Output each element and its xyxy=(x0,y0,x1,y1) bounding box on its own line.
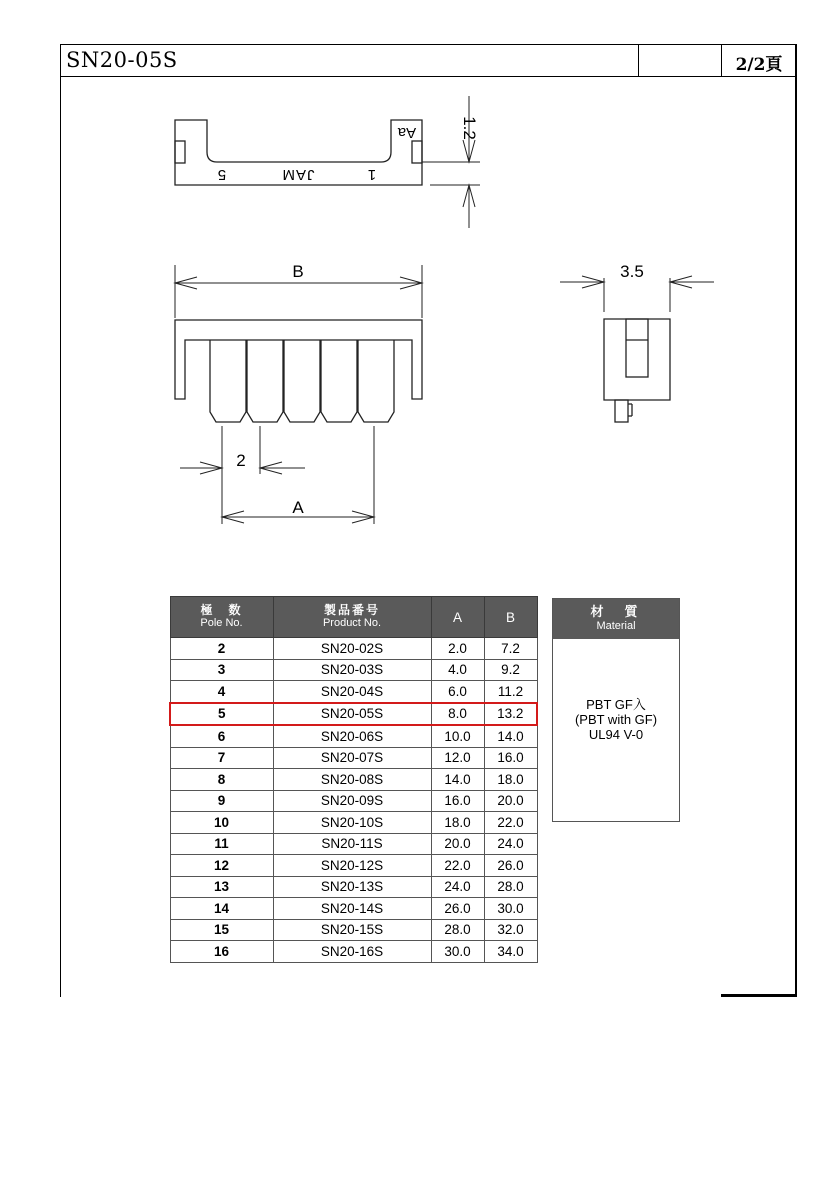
a-cell: 4.0 xyxy=(431,659,484,681)
product-cell: SN20-13S xyxy=(273,876,431,898)
product-cell: SN20-11S xyxy=(273,833,431,855)
table-row xyxy=(170,747,537,769)
pole-cell: 5 xyxy=(170,703,273,726)
pole-cell: 4 xyxy=(170,681,273,703)
a-cell: 22.0 xyxy=(431,855,484,877)
pole-cell: 3 xyxy=(170,659,273,681)
pole-cell: 11 xyxy=(170,833,273,855)
part-number-title: SN20-05S xyxy=(66,48,178,72)
header-pole-jp: 極 数 xyxy=(200,603,243,617)
b-cell: 26.0 xyxy=(484,855,537,877)
side-view xyxy=(560,276,714,422)
pole-cell: 13 xyxy=(170,876,273,898)
b-cell: 7.2 xyxy=(484,638,537,660)
table-row xyxy=(170,919,537,941)
table-row xyxy=(170,769,537,791)
a-cell: 18.0 xyxy=(431,812,484,834)
pole-cell: 16 xyxy=(170,941,273,963)
pole-cell: 7 xyxy=(170,747,273,769)
material-line-2: (PBT with GF) xyxy=(574,712,658,727)
header-pole-en: Pole No. xyxy=(200,617,243,629)
product-cell: SN20-10S xyxy=(273,812,431,834)
marking-maker: JAM xyxy=(281,166,315,183)
pole-cell: 12 xyxy=(170,855,273,877)
product-cell: SN20-05S xyxy=(273,703,431,726)
product-cell: SN20-08S xyxy=(273,769,431,791)
header-product-jp: 製品番号 xyxy=(323,603,380,617)
a-cell: 2.0 xyxy=(431,638,484,660)
a-cell: 20.0 xyxy=(431,833,484,855)
pole-cell: 8 xyxy=(170,769,273,791)
b-cell: 30.0 xyxy=(484,898,537,920)
header-b: B xyxy=(484,597,537,638)
product-cell: SN20-12S xyxy=(273,855,431,877)
b-cell: 20.0 xyxy=(484,790,537,812)
table-row xyxy=(170,812,537,834)
table-row xyxy=(170,876,537,898)
b-cell: 9.2 xyxy=(484,659,537,681)
table-row xyxy=(170,855,537,877)
product-cell: SN20-16S xyxy=(273,941,431,963)
table-row xyxy=(170,898,537,920)
material-line-3: UL94 V-0 xyxy=(588,727,644,742)
pole-cell: 6 xyxy=(170,725,273,747)
b-cell: 16.0 xyxy=(484,747,537,769)
table-row xyxy=(170,681,537,703)
product-cell: SN20-14S xyxy=(273,898,431,920)
product-cell: SN20-07S xyxy=(273,747,431,769)
a-cell: 30.0 xyxy=(431,941,484,963)
table-row xyxy=(170,725,537,747)
pole-cell: 10 xyxy=(170,812,273,834)
material-header-en: Material xyxy=(596,620,636,632)
marking-pole-last: 1 xyxy=(367,166,377,183)
material-header xyxy=(553,599,679,639)
b-cell: 22.0 xyxy=(484,812,537,834)
table-row xyxy=(170,790,537,812)
material-line-1: PBT GF入 xyxy=(586,697,646,712)
page-number: 2/2頁 xyxy=(735,55,783,75)
a-cell: 28.0 xyxy=(431,919,484,941)
table-row xyxy=(170,638,537,660)
pole-cell: 14 xyxy=(170,898,273,920)
table-row xyxy=(170,659,537,681)
dim-height-label: 1.2 xyxy=(460,116,479,140)
spec-table xyxy=(169,596,538,963)
dim-b-label: B xyxy=(292,262,304,281)
table-row xyxy=(170,833,537,855)
b-cell: 14.0 xyxy=(484,725,537,747)
product-cell: SN20-03S xyxy=(273,659,431,681)
table-row-highlighted xyxy=(170,703,537,726)
material-spec xyxy=(553,639,679,742)
marking-pole-first: 5 xyxy=(217,166,227,183)
dim-depth-label: 3.5 xyxy=(620,262,644,281)
marking-lot: Aa xyxy=(397,124,417,141)
material-box xyxy=(552,598,680,822)
b-cell: 32.0 xyxy=(484,919,537,941)
header-product-en: Product No. xyxy=(322,617,382,629)
dim-pitch-label: 2 xyxy=(236,451,246,470)
b-cell: 34.0 xyxy=(484,941,537,963)
a-cell: 24.0 xyxy=(431,876,484,898)
front-view xyxy=(175,265,422,524)
b-cell: 13.2 xyxy=(484,703,537,726)
a-cell: 8.0 xyxy=(431,703,484,726)
dim-a-label: A xyxy=(292,498,304,517)
b-cell: 18.0 xyxy=(484,769,537,791)
pole-cell: 9 xyxy=(170,790,273,812)
header-product xyxy=(273,597,431,638)
b-cell: 11.2 xyxy=(484,681,537,703)
pole-cell: 2 xyxy=(170,638,273,660)
a-cell: 12.0 xyxy=(431,747,484,769)
top-view xyxy=(175,96,480,228)
product-cell: SN20-15S xyxy=(273,919,431,941)
header-a: A xyxy=(431,597,484,638)
product-cell: SN20-09S xyxy=(273,790,431,812)
a-cell: 6.0 xyxy=(431,681,484,703)
product-cell: SN20-06S xyxy=(273,725,431,747)
pole-cell: 15 xyxy=(170,919,273,941)
header-pole xyxy=(170,597,273,638)
a-cell: 14.0 xyxy=(431,769,484,791)
product-cell: SN20-02S xyxy=(273,638,431,660)
a-cell: 26.0 xyxy=(431,898,484,920)
spec-table-header xyxy=(170,597,537,638)
table-row xyxy=(170,941,537,963)
b-cell: 28.0 xyxy=(484,876,537,898)
material-header-jp: 材 質 xyxy=(590,604,642,619)
product-cell: SN20-04S xyxy=(273,681,431,703)
a-cell: 16.0 xyxy=(431,790,484,812)
b-cell: 24.0 xyxy=(484,833,537,855)
a-cell: 10.0 xyxy=(431,725,484,747)
